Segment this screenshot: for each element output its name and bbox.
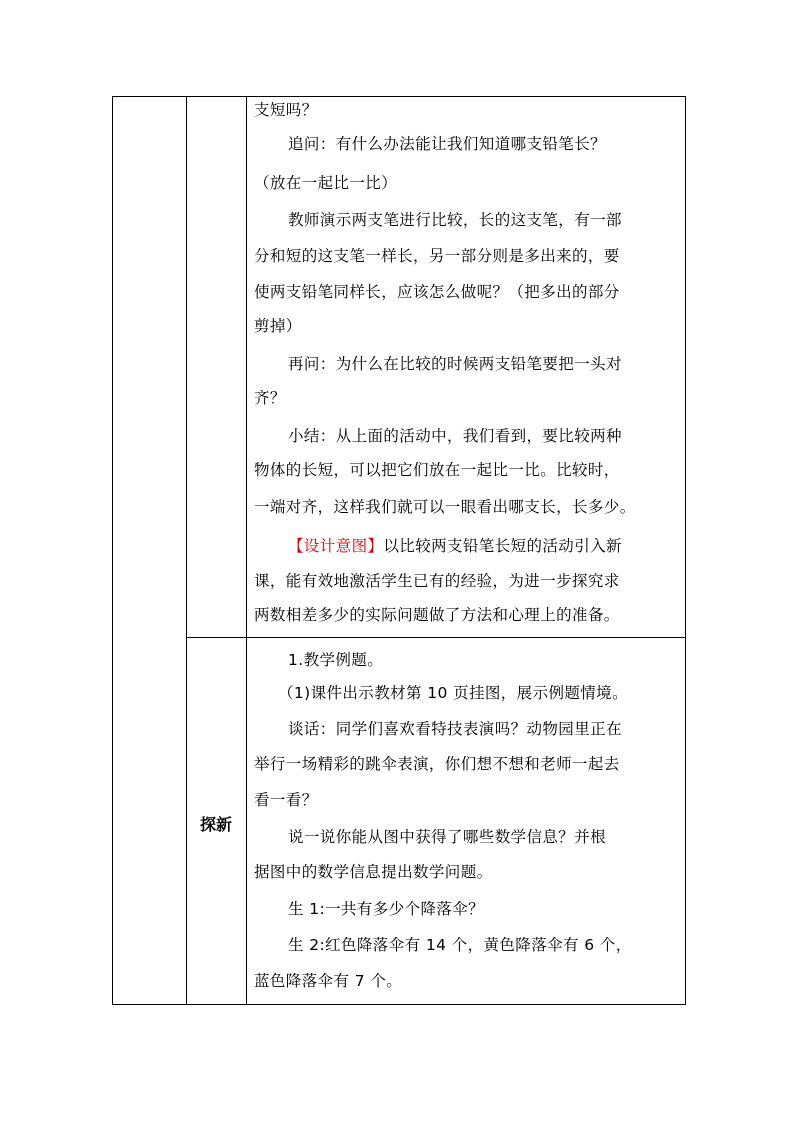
text-line: 课，能有效地激活学生已有的经验，为进一步探究求 <box>254 572 620 590</box>
table-border-top <box>112 96 686 97</box>
text-line: 支短吗？ <box>254 101 318 119</box>
text-line: 齐？ <box>254 389 286 407</box>
table-col-divider-2 <box>246 96 247 1005</box>
table-border-left <box>112 96 113 1005</box>
text-line: 蓝色降落伞有 7 个。 <box>254 972 403 990</box>
text-line: 剪掉） <box>254 317 302 335</box>
table-border-bottom <box>112 1004 686 1005</box>
text-line: （放在一起比一比） <box>254 174 398 192</box>
text-line: 两数相差多少的实际问题做了方法和心理上的准备。 <box>254 606 620 624</box>
text-line: （1)课件出示教材第 10 页挂图，展示例题情境。 <box>278 684 628 702</box>
text-line: 1.教学例题。 <box>288 651 384 669</box>
text-line: 小结：从上面的活动中，我们看到，要比较两种 <box>288 427 622 445</box>
table-row-divider <box>186 637 686 638</box>
text-line: 生 1:一共有多少个降落伞？ <box>288 900 485 918</box>
text-line: 生 2:红色降落伞有 14 个，黄色降落伞有 6 个， <box>288 936 632 954</box>
text-line: 使两支铅笔同样长，应该怎么做呢？（把多出的部分 <box>254 283 620 301</box>
text-line: 物体的长短，可以把它们放在一起比一比。比较时， <box>254 461 620 479</box>
text-line: 追问：有什么办法能让我们知道哪支铅笔长？ <box>288 135 607 153</box>
text-line: 以比较两支铅笔长短的活动引入新 <box>383 537 622 555</box>
text-line: 教师演示两支笔进行比较，长的这支笔，有一部 <box>288 211 622 229</box>
text-line: 一端对齐，这样我们就可以一眼看出哪支长，长多少。 <box>254 498 636 516</box>
design-intent-line <box>288 536 622 556</box>
text-line: 分和短的这支笔一样长，另一部分则是多出来的，要 <box>254 247 620 265</box>
design-intent-highlight: 【设计意图】 <box>288 537 384 555</box>
text-line: 再问：为什么在比较的时候两支铅笔要把一头对 <box>288 355 622 373</box>
text-line: 举行一场精彩的跳伞表演，你们想不想和老师一起去 <box>254 755 620 773</box>
text-line: 看一看？ <box>254 791 318 809</box>
text-line: 谈话：同学们喜欢看特技表演吗？动物园里正在 <box>288 720 622 738</box>
text-line: 据图中的数学信息提出数学问题。 <box>254 863 493 881</box>
table-col-divider-1 <box>186 96 187 1005</box>
table-border-right <box>685 96 686 1005</box>
row-label-explore: 探新 <box>199 815 232 834</box>
text-line: 说一说你能从图中获得了哪些数学信息？并根 <box>288 828 607 846</box>
